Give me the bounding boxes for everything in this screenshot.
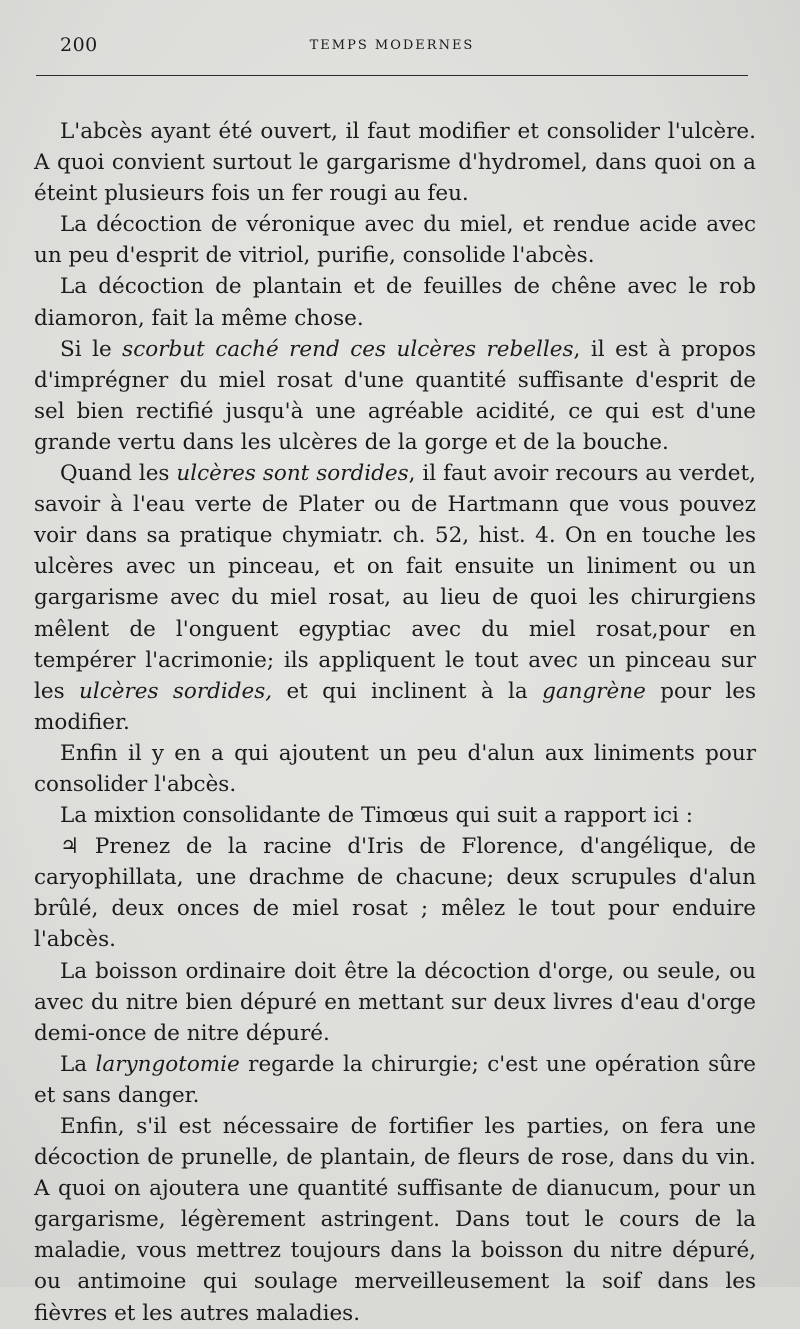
paragraph <box>34 738 756 800</box>
paragraph <box>34 1049 756 1111</box>
paragraph <box>34 271 756 333</box>
page-header <box>36 30 748 66</box>
running-head: TEMPS MODERNES <box>309 38 475 53</box>
text-segment: , il faut avoir recours au verdet, savoir à l'eau verte de Plater ou de Hartmann que vous pouvez voir dans sa pratique chymiatr. ch. 52, hist. 4. On en touche les ulcères avec un pinceau, et on fait ensuite un liniment ou un gargarisme avec du miel rosat, au lieu de quoi les chirurgiens mêlent de l'onguent egyptiac avec du miel rosat,pour en tempérer l'acrimonie; ils appliquent le tout avec un pinceau sur les <box>34 461 757 704</box>
paragraph <box>34 458 756 738</box>
text-segment: Quand les <box>60 461 177 487</box>
text-segment: pour les modifier. <box>34 678 757 735</box>
body-text <box>34 116 756 1329</box>
text-segment: L'abcès ayant été ouvert, il faut modifier et consolider l'ulcère. A quoi convient surtout le gargarisme d'hydromel, dans quoi on a éteint plusieurs fois un fer rougi au feu. <box>34 119 756 207</box>
italic-text: ulcères sordides, <box>78 678 273 704</box>
text-segment: regarde la chirurgie; c'est une opération sûre et sans danger. <box>34 1051 756 1108</box>
text-segment: La mixtion consolidante de Timœus qui suit a rapport ici : <box>60 803 693 829</box>
text-segment: La décoction de véronique avec du miel, et rendue acide avec un peu d'esprit de vitriol, purifie, consolide l'abcès. <box>34 212 756 269</box>
italic-text: ulcères sont sordides <box>176 461 409 487</box>
italic-text: gangrène <box>542 678 646 704</box>
header-rule <box>36 75 748 76</box>
paragraph <box>34 956 756 1049</box>
text-segment: Enfin il y en a qui ajoutent un peu d'alun aux liniments pour consolider l'abcès. <box>34 740 756 797</box>
text-segment: La <box>60 1051 96 1077</box>
text-segment: , il est à propos d'imprégner du miel rosat d'une quantité suffisante d'esprit de sel bien rectifié jusqu'à une agréable acidité, ce qui est d'une grande vertu dans les ulcères de la gorge et de la bouche. <box>34 336 756 455</box>
text-segment: La décoction de plantain et de feuilles de chêne avec le rob diamoron, fait la même chose. <box>34 274 756 331</box>
text-segment: et qui inclinent à la <box>272 678 543 704</box>
text-segment: La boisson ordinaire doit être la décoction d'orge, ou seule, ou avec du nitre bien dépuré en mettant sur deux livres d'eau d'orge demi-once de nitre dépuré. <box>34 958 756 1046</box>
paragraph <box>34 334 756 458</box>
paragraph <box>34 116 756 209</box>
paragraph <box>34 209 756 271</box>
page-number: 200 <box>60 34 98 56</box>
paragraph <box>34 831 756 955</box>
paragraph <box>34 1111 756 1329</box>
paragraph <box>34 800 756 831</box>
text-segment: ♃ Prenez de la racine d'Iris de Florence, d'angélique, de caryophillata, une drachme de chacune; deux scrupules d'alun brûlé, deux onces de miel rosat ; mêlez le tout pour enduire l'abcès. <box>34 834 756 953</box>
text-segment: Si le <box>60 336 123 362</box>
italic-text: laryngotomie <box>95 1051 240 1077</box>
text-segment: Enfin, s'il est nécessaire de fortifier les parties, on fera une décoction de prunelle, de plantain, de fleurs de rose, dans du vin. A quoi on ajoutera une quantité suffisante de dianucum, pour un gargarisme, légèrement astringent. Dans tout le cours de la maladie, vous mettrez toujours dans la boisson du nitre dépuré, ou antimoine qui soulage merveilleusement la soif dans les fièvres et les autres maladies. <box>34 1114 756 1326</box>
italic-text: scorbut caché rend ces ulcères rebelles <box>122 336 574 362</box>
